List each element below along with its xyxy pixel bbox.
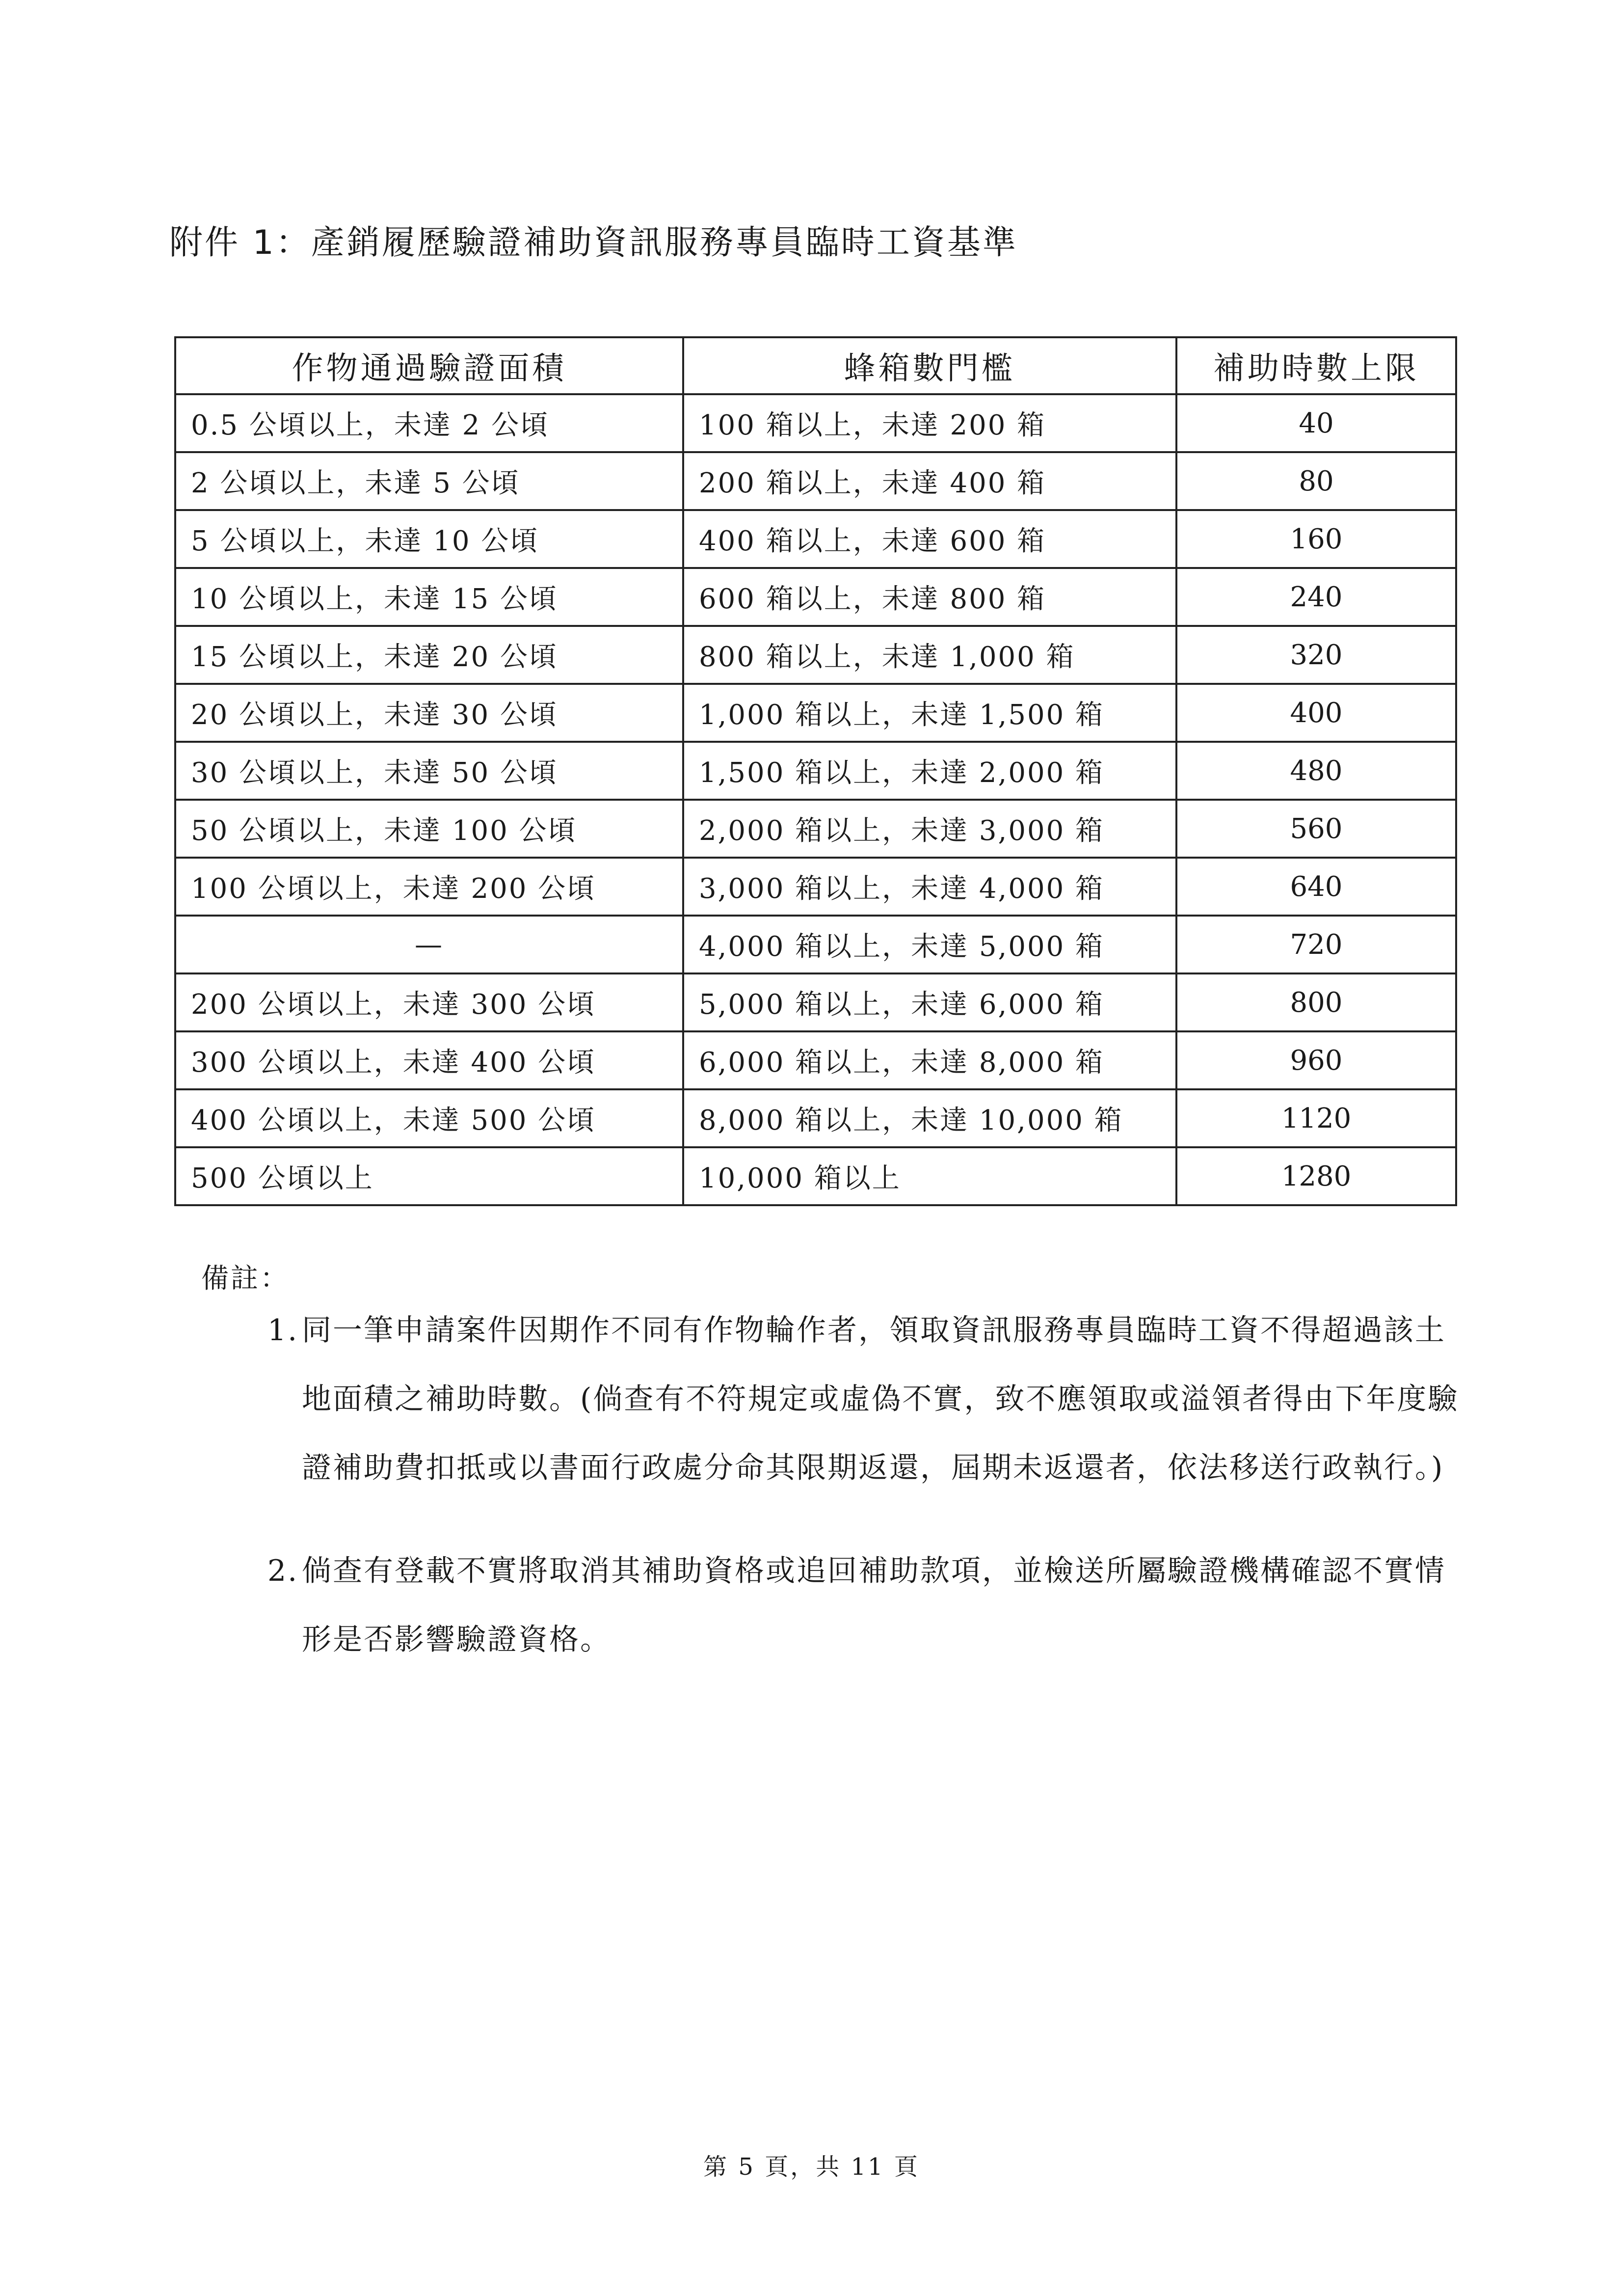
cell-hive-threshold: 800 箱以上，未達 1,000 箱 (683, 626, 1176, 684)
subsidy-standards-table (174, 336, 1457, 1206)
cell-hive-threshold: 1,000 箱以上，未達 1,500 箱 (683, 684, 1176, 742)
header-hive-threshold: 蜂箱數門檻 (683, 337, 1176, 394)
cell-hive-threshold: 10,000 箱以上 (683, 1147, 1176, 1205)
cell-max-hours: 720 (1176, 916, 1456, 973)
cell-hive-threshold: 200 箱以上，未達 400 箱 (683, 452, 1176, 510)
cell-hive-threshold: 2,000 箱以上，未達 3,000 箱 (683, 800, 1176, 858)
table-header-row (175, 337, 1456, 394)
note-number: 1. (267, 1313, 299, 1348)
table-body (175, 394, 1456, 1205)
table-row (175, 1089, 1456, 1147)
cell-max-hours: 400 (1176, 684, 1456, 742)
notes-heading: 備註： (201, 1263, 290, 1295)
table-row (175, 626, 1456, 684)
cell-hive-threshold: 8,000 箱以上，未達 10,000 箱 (683, 1089, 1176, 1147)
note-item-1 (267, 1296, 1460, 1502)
table-row (175, 1147, 1456, 1205)
table-row (175, 858, 1456, 916)
cell-max-hours: 40 (1176, 394, 1456, 452)
cell-crop-area: 50 公頃以上，未達 100 公頃 (175, 800, 683, 858)
cell-crop-area: 100 公頃以上，未達 200 公頃 (175, 858, 683, 916)
header-crop-area: 作物通過驗證面積 (175, 337, 683, 394)
table-row (175, 1031, 1456, 1089)
cell-crop-area: 200 公頃以上，未達 300 公頃 (175, 973, 683, 1031)
cell-hive-threshold: 400 箱以上，未達 600 箱 (683, 510, 1176, 568)
page-title: 附件 1：產銷履歷驗證補助資訊服務專員臨時工資基準 (169, 223, 1018, 262)
cell-max-hours: 960 (1176, 1031, 1456, 1089)
cell-hive-threshold: 5,000 箱以上，未達 6,000 箱 (683, 973, 1176, 1031)
cell-max-hours: 320 (1176, 626, 1456, 684)
cell-hive-threshold: 1,500 箱以上，未達 2,000 箱 (683, 742, 1176, 800)
table-row (175, 452, 1456, 510)
note-item-2 (267, 1537, 1460, 1674)
page-footer: 第 5 頁，共 11 頁 (703, 2153, 920, 2181)
cell-crop-area: — (175, 916, 683, 973)
table-row (175, 568, 1456, 626)
table-row (175, 510, 1456, 568)
cell-crop-area: 400 公頃以上，未達 500 公頃 (175, 1089, 683, 1147)
cell-crop-area: 10 公頃以上，未達 15 公頃 (175, 568, 683, 626)
cell-max-hours: 1120 (1176, 1089, 1456, 1147)
table-row (175, 684, 1456, 742)
cell-max-hours: 640 (1176, 858, 1456, 916)
cell-hive-threshold: 4,000 箱以上，未達 5,000 箱 (683, 916, 1176, 973)
cell-crop-area: 15 公頃以上，未達 20 公頃 (175, 626, 683, 684)
table-row (175, 800, 1456, 858)
cell-hive-threshold: 100 箱以上，未達 200 箱 (683, 394, 1176, 452)
cell-max-hours: 160 (1176, 510, 1456, 568)
cell-max-hours: 560 (1176, 800, 1456, 858)
cell-max-hours: 240 (1176, 568, 1456, 626)
cell-crop-area: 2 公頃以上，未達 5 公頃 (175, 452, 683, 510)
cell-max-hours: 800 (1176, 973, 1456, 1031)
table-row (175, 973, 1456, 1031)
cell-crop-area: 300 公頃以上，未達 400 公頃 (175, 1031, 683, 1089)
table-row (175, 916, 1456, 973)
cell-crop-area: 5 公頃以上，未達 10 公頃 (175, 510, 683, 568)
cell-max-hours: 80 (1176, 452, 1456, 510)
cell-crop-area: 500 公頃以上 (175, 1147, 683, 1205)
note-number: 2. (267, 1554, 299, 1588)
table-row (175, 394, 1456, 452)
cell-crop-area: 20 公頃以上，未達 30 公頃 (175, 684, 683, 742)
table-row (175, 742, 1456, 800)
cell-crop-area: 0.5 公頃以上，未達 2 公頃 (175, 394, 683, 452)
header-max-hours: 補助時數上限 (1176, 337, 1456, 394)
cell-hive-threshold: 600 箱以上，未達 800 箱 (683, 568, 1176, 626)
cell-crop-area: 30 公頃以上，未達 50 公頃 (175, 742, 683, 800)
note-text: 同一筆申請案件因期作不同有作物輪作者，領取資訊服務專員臨時工資不得超過該土地面積之補助時數。(倘查有不符規定或虛偽不實，致不應領取或溢領者得由下年度驗證補助費扣抵或以書面行政處分命其限期返還，屆期未返還者，依法移送行政執行。) (302, 1313, 1459, 1485)
cell-max-hours: 480 (1176, 742, 1456, 800)
cell-hive-threshold: 6,000 箱以上，未達 8,000 箱 (683, 1031, 1176, 1089)
note-text: 倘查有登載不實將取消其補助資格或追回補助款項，並檢送所屬驗證機構確認不實情形是否影響驗證資格。 (302, 1554, 1446, 1657)
cell-hive-threshold: 3,000 箱以上，未達 4,000 箱 (683, 858, 1176, 916)
cell-max-hours: 1280 (1176, 1147, 1456, 1205)
